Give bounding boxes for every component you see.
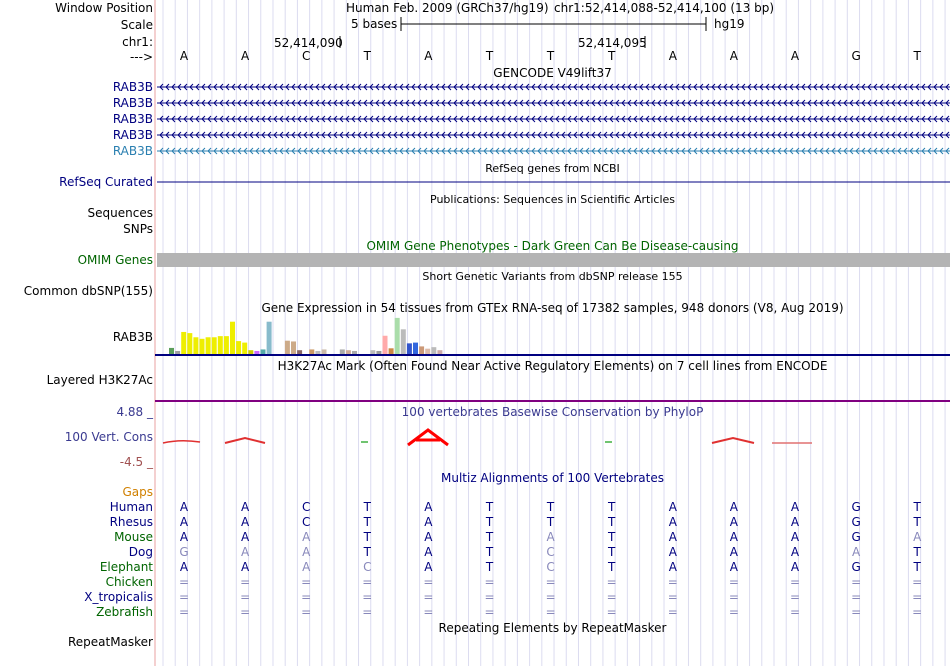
- gtex-tissue-bar: [236, 341, 241, 354]
- alignment-base: A: [729, 560, 738, 574]
- alignment-base: A: [240, 530, 250, 544]
- alignment-base: C: [546, 560, 555, 574]
- alignment-base: T: [546, 500, 555, 514]
- alignment-base: A: [729, 515, 738, 529]
- alignment-base: G: [851, 560, 861, 574]
- alignment-base: =: [178, 590, 190, 604]
- alignment-base: A: [302, 560, 311, 574]
- alignment-base: =: [362, 590, 373, 604]
- alignment-base: T: [913, 545, 921, 559]
- gencode-transcript-label[interactable]: RAB3B: [112, 144, 153, 158]
- alignment-base: =: [667, 590, 678, 604]
- alignment-base: =: [301, 590, 312, 604]
- coord-label-b: 52,414,095: [578, 36, 647, 50]
- alignment-base: T: [913, 515, 921, 529]
- window-position-label: Window Position: [55, 1, 153, 15]
- alignment-base: A: [240, 500, 250, 514]
- species-label[interactable]: Dog: [128, 545, 153, 559]
- alignment-base: C: [301, 500, 311, 514]
- alignment-base: =: [667, 575, 678, 589]
- gtex-tissue-bar: [370, 350, 375, 354]
- gtex-tissue-bar: [309, 349, 314, 354]
- alignment-base: =: [423, 605, 434, 619]
- alignment-base: A: [668, 515, 677, 529]
- alignment-base: A: [240, 560, 250, 574]
- gtex-tissue-bar: [248, 350, 253, 354]
- alignment-base: =: [606, 605, 617, 619]
- alignment-base: A: [729, 530, 738, 544]
- db-text: hg19: [714, 17, 745, 31]
- alignment-base: A: [302, 545, 311, 559]
- alignment-base: A: [790, 560, 800, 574]
- gtex-tissue-bar: [315, 351, 320, 354]
- alignment-base: =: [240, 590, 251, 604]
- alignment-base: =: [851, 575, 862, 589]
- alignment-base: =: [240, 575, 251, 589]
- alignment-base: =: [178, 605, 190, 619]
- species-label[interactable]: Zebrafish: [96, 605, 153, 619]
- gtex-tissue-bar: [419, 346, 424, 354]
- alignment-base: =: [606, 575, 617, 589]
- gencode-transcripts: [157, 84, 950, 154]
- phylop-max: 4.88 _: [116, 405, 153, 419]
- scale-text: 5 bases: [351, 17, 398, 31]
- gtex-tissue-bar: [261, 349, 266, 354]
- alignment-base: T: [608, 545, 616, 559]
- chrom-label: chr1:: [122, 35, 153, 49]
- gtex-tissue-bar: [407, 343, 412, 354]
- alignment-base: T: [485, 500, 494, 514]
- scale-bar: [401, 17, 706, 31]
- alignment-base: =: [912, 605, 923, 619]
- base-letter: A: [240, 49, 250, 63]
- alignment-base: C: [363, 560, 372, 574]
- position-text: chr1:52,414,088-52,414,100 (13 bp): [554, 1, 775, 15]
- base-sequence: [0, 49, 950, 63]
- gtex-tissue-bar: [218, 336, 223, 354]
- alignment-base: A: [179, 560, 189, 574]
- alignment-base: G: [851, 500, 861, 514]
- gtex-tissue-bar: [437, 350, 442, 354]
- gtex-tissue-bar: [322, 349, 327, 354]
- alignment-base: =: [484, 575, 495, 589]
- gtex-tissue-bar: [383, 336, 388, 354]
- omim-title: OMIM Gene Phenotypes - Dark Green Can Be Disease-causing: [366, 239, 739, 253]
- alignment-base: C: [301, 515, 311, 529]
- alignment-base: A: [851, 545, 861, 559]
- refseq-title: RefSeq genes from NCBI: [485, 162, 620, 175]
- snps-label[interactable]: SNPs: [123, 222, 153, 236]
- alignment-base: T: [363, 530, 371, 544]
- alignment-base: A: [668, 500, 677, 514]
- alignment-base: =: [484, 590, 495, 604]
- alignment-base: T: [608, 515, 616, 529]
- alignment-base: A: [729, 500, 738, 514]
- gtex-tissue-bar: [169, 348, 174, 354]
- phylop-title: 100 vertebrates Basewise Conservation by PhyloP: [401, 405, 704, 419]
- alignment-base: A: [790, 545, 800, 559]
- alignment-base: T: [546, 515, 555, 529]
- alignment-base: =: [728, 575, 739, 589]
- base-letter: G: [851, 49, 861, 63]
- alignment-base: A: [179, 500, 189, 514]
- gtex-bars: [169, 318, 442, 354]
- alignment-base: T: [363, 500, 371, 514]
- gtex-tissue-bar: [431, 347, 436, 354]
- gtex-tissue-bar: [200, 339, 205, 354]
- alignment-base: =: [912, 590, 923, 604]
- dbsnp-label[interactable]: Common dbSNP(155): [23, 284, 153, 298]
- alignment-base: A: [240, 515, 250, 529]
- alignment-base: A: [790, 515, 800, 529]
- species-label[interactable]: Human: [109, 500, 153, 514]
- species-label[interactable]: Rhesus: [109, 515, 153, 529]
- gtex-tissue-bar: [254, 351, 259, 354]
- species-label[interactable]: Mouse: [114, 530, 153, 544]
- alignment-base: A: [302, 530, 311, 544]
- gtex-tissue-bar: [187, 333, 192, 354]
- gtex-tissue-bar: [413, 343, 418, 354]
- alignment-base: G: [851, 530, 861, 544]
- alignment-base: T: [608, 530, 616, 544]
- alignment-base: =: [789, 575, 801, 589]
- dbsnp-title: Short Genetic Variants from dbSNP release 155: [422, 270, 683, 283]
- base-letter: C: [301, 49, 311, 63]
- gencode-transcript-label[interactable]: RAB3B: [112, 128, 153, 142]
- h3k27ac-label[interactable]: Layered H3K27Ac: [46, 373, 153, 387]
- alignment-base: =: [789, 590, 801, 604]
- gtex-tissue-bar: [230, 322, 235, 354]
- gtex-tissue-bar: [212, 337, 217, 354]
- alignment-base: A: [424, 530, 433, 544]
- omim-label[interactable]: OMIM Genes: [77, 253, 153, 267]
- repeatmasker-title: Repeating Elements by RepeatMasker: [438, 621, 667, 635]
- gtex-tissue-bar: [376, 351, 381, 354]
- base-letter: A: [790, 49, 800, 63]
- strand-label: --->: [129, 50, 153, 64]
- alignment-base: =: [545, 605, 556, 619]
- gtex-tissue-bar: [285, 341, 290, 354]
- alignment-base: =: [667, 605, 678, 619]
- alignment-base: =: [728, 590, 739, 604]
- gtex-tissue-bar: [340, 349, 345, 354]
- species-label[interactable]: Chicken: [105, 575, 153, 589]
- alignment-base: C: [546, 545, 555, 559]
- assembly-title: Human Feb. 2009 (GRCh37/hg19): [346, 1, 549, 15]
- alignment-base: A: [179, 530, 189, 544]
- omim-bar: [157, 253, 950, 267]
- multiz-title: Multiz Alignments of 100 Vertebrates: [440, 471, 665, 485]
- alignment-base: =: [240, 605, 251, 619]
- base-letter: T: [608, 49, 616, 63]
- gtex-tissue-bar: [395, 318, 400, 354]
- gtex-tissue-bar: [291, 341, 296, 354]
- species-label[interactable]: Elephant: [99, 560, 153, 574]
- phylop-label[interactable]: 100 Vert. Cons: [64, 430, 153, 444]
- coord-label-a: 52,414,090: [274, 36, 343, 50]
- alignment-base: A: [668, 545, 677, 559]
- gtex-tissue-bar: [175, 351, 180, 354]
- alignment-base: A: [668, 530, 677, 544]
- gtex-tissue-bar: [352, 351, 357, 354]
- gtex-tissue-bar: [401, 329, 406, 354]
- alignment-base: A: [424, 560, 433, 574]
- alignment-base: =: [789, 605, 801, 619]
- gtex-tissue-bar: [224, 336, 229, 354]
- alignment-base: T: [485, 545, 494, 559]
- alignment-base: A: [546, 530, 555, 544]
- gencode-transcript-label[interactable]: RAB3B: [112, 112, 153, 126]
- alignment-base: =: [362, 575, 373, 589]
- gtex-tissue-bar: [425, 349, 430, 354]
- alignment-base: A: [424, 500, 433, 514]
- gaps-label[interactable]: Gaps: [122, 485, 153, 499]
- alignment-base: T: [608, 560, 616, 574]
- gtex-tissue-bar: [181, 332, 186, 354]
- gtex-title: Gene Expression in 54 tissues from GTEx RNA-seq of 17382 samples, 948 donors (V8, Aug 2019): [261, 301, 844, 315]
- base-letter: A: [668, 49, 677, 63]
- scale-label: Scale: [120, 18, 153, 32]
- gtex-tissue-bar: [206, 337, 211, 354]
- alignment-base: T: [485, 515, 494, 529]
- gencode-title: GENCODE V49lift37: [493, 66, 612, 80]
- repeatmasker-label[interactable]: RepeatMasker: [67, 635, 153, 649]
- alignment-base: T: [913, 500, 921, 514]
- h3k27ac-title: H3K27Ac Mark (Often Found Near Active Regulatory Elements) on 7 cell lines from ENCODE: [277, 359, 828, 373]
- base-letter: A: [424, 49, 433, 63]
- gtex-label[interactable]: RAB3B: [112, 330, 153, 344]
- alignment-base: =: [423, 590, 434, 604]
- gtex-tissue-bar: [346, 350, 351, 354]
- base-letter: T: [363, 49, 371, 63]
- alignment-base: A: [424, 515, 433, 529]
- refseq-label[interactable]: RefSeq Curated: [59, 175, 153, 189]
- alignment-base: =: [545, 590, 556, 604]
- alignment-base: =: [545, 575, 556, 589]
- alignment-base: =: [912, 575, 923, 589]
- gtex-tissue-bar: [267, 322, 272, 354]
- alignment-base: =: [851, 605, 862, 619]
- phylop-min: -4.5 _: [119, 455, 153, 469]
- base-letter: A: [179, 49, 189, 63]
- alignment-base: =: [301, 605, 312, 619]
- alignment-base: T: [608, 500, 616, 514]
- alignment-base: =: [301, 575, 312, 589]
- gtex-tissue-bar: [242, 343, 247, 354]
- alignment-base: T: [913, 560, 921, 574]
- base-letter: T: [913, 49, 921, 63]
- alignment-base: T: [363, 515, 371, 529]
- alignment-base: =: [362, 605, 373, 619]
- alignment-base: A: [668, 560, 677, 574]
- alignment-base: A: [913, 530, 922, 544]
- alignment-base: T: [363, 545, 371, 559]
- alignment-base: =: [728, 605, 739, 619]
- publications-title: Publications: Sequences in Scientific Articles: [430, 193, 675, 206]
- base-letter: T: [485, 49, 494, 63]
- alignment-base: A: [424, 545, 433, 559]
- sequences-label[interactable]: Sequences: [87, 206, 153, 220]
- alignment-base: A: [729, 545, 738, 559]
- alignment-base: A: [179, 515, 189, 529]
- gtex-tissue-bar: [389, 348, 394, 354]
- species-label[interactable]: X_tropicalis: [84, 590, 153, 604]
- alignment-base: =: [606, 590, 617, 604]
- alignment-base: =: [178, 575, 190, 589]
- alignment-base: =: [423, 575, 434, 589]
- alignment-base: A: [240, 545, 250, 559]
- alignment-base: G: [179, 545, 189, 559]
- alignment-base: A: [790, 530, 800, 544]
- alignment-base: T: [485, 560, 494, 574]
- gencode-transcript-label[interactable]: RAB3B: [112, 96, 153, 110]
- alignment-base: =: [851, 590, 862, 604]
- gtex-tissue-bar: [297, 350, 302, 354]
- base-letter: T: [546, 49, 555, 63]
- alignment-base: =: [484, 605, 495, 619]
- base-letter: A: [729, 49, 738, 63]
- gtex-tissue-bar: [193, 337, 198, 354]
- alignment-base: G: [851, 515, 861, 529]
- alignment-base: T: [485, 530, 494, 544]
- alignment-base: A: [790, 500, 800, 514]
- gencode-transcript-label[interactable]: RAB3B: [112, 80, 153, 94]
